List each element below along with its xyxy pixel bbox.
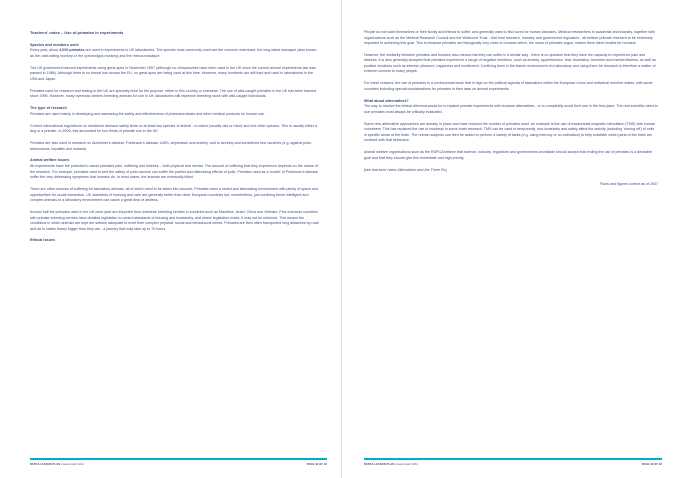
footer-plan-name: RSPCA LESSON PLAN: [30, 463, 61, 466]
species-text-a: Every year, about: [30, 48, 60, 53]
footer-source-label: [364, 463, 418, 466]
cross-reference-prefix: [see teachers' notes: [364, 167, 398, 172]
species-text-b: are used in experiments in UK laboratories. The species most commonly used are the common marmoset, the long-tailed macaque (also known as the crab-eating monkey or the cynomolgus monkey) and the rhesus macaque.: [30, 48, 317, 58]
heading-what-about-alternatives: What about alternatives?: [364, 98, 409, 103]
paragraph-political-agenda: For these reasons, the use of primates is a controversial issue that is high on the political agenda of lawmakers within the European Union and individual member states, with some countries including special considerations for primates in their laws on animal experiments.: [364, 81, 653, 91]
cross-reference-title: Alternatives and the Three Rs: [397, 167, 446, 172]
paragraph-research-3: Primates are also used in research on Alzheimer's disease, Parkinson's disease, AIDS, depression and anxiety, and to develop and sometimes test vaccines (e.g. against polio, tuberculosis, hepatitis and malaria).: [30, 141, 312, 151]
paragraph-species-1: [30, 48, 320, 59]
page-left-content: [30, 30, 320, 244]
heading-ethical-issues: Ethical issues: [30, 238, 56, 243]
heading-species-and-numbers: Species and numbers used: [30, 42, 79, 47]
paragraph-public-views: People do not want themselves or their family and friends to suffer, and generally want to find cures for human diseases. Medical researchers in academia and industry, together with organisations such as the Medical Research Council and the Wellcome Trust - that fund research, industry and government regulators - all believe primate research to be extremely important to achieving this goal. This is because primates are biologically very close to humans which, the users of primates argue, makes them ideal models for humans.: [364, 30, 655, 45]
footer-row: [30, 463, 327, 466]
footer-created-date: created April 2014: [394, 463, 419, 466]
paragraph-welfare-2: There are other sources of suffering for laboratory animals, all of which need to be taken into account. Primates need a varied and stimulating environment with plenty of space and opportunities for social interaction. UK standards of housing and care are generally better than other European countries but, nevertheless, just confining these intelligent and complex animals to a laboratory environment can cause a great deal of distress.: [30, 187, 319, 203]
species-number: 3,000 primates: [59, 48, 85, 53]
footer-row: [364, 463, 662, 466]
footer-rule: [30, 458, 327, 460]
footer-page-number: PAGE 32 OF 33: [306, 463, 327, 466]
page-right: [341, 0, 682, 478]
heading-animal-welfare-issues: Animal welfare issues: [30, 158, 70, 163]
footer-created-date: created April 2014: [60, 463, 85, 466]
page-left: [0, 0, 341, 478]
paragraph-similarity-suffering: However, the similarity between primates and humans also means that they can suffer in a similar way - there is no question that they have the capacity to experience pain and distress. It is also generally accepted that primates experience a range of negative emotions, such as anxiety, apprehension, fear, frustration, boredom and mental distress, as well as positive emotions such as interest, pleasure, happiness and excitement. Confining them in the barren environment of a laboratory and using them for research is therefore a matter of extreme concern to many people.: [364, 52, 656, 74]
paragraph-research-1: Primates are used mainly in developing and assessing the safety and effectiveness of pharmaceuticals and other medical products for human use.: [30, 111, 266, 116]
cross-reference-note: [364, 168, 658, 174]
paragraph-welfare-3: Around half the primates used in the UK each year are imported from overseas breeding centres in countries such as Mauritius, Israel, China and Vietnam. Few overseas countries with primate breeding centres have detailed legislation to control standards of housing and husbandry, and where legislation exists, it may not be enforced. This means the conditions in which animals are kept are seldom adequate to meet their complex physical, social and behavioural needs. Primates are then often transported long distances by road and air in crates barely bigger than they are - a journey that may take up to 70 hours.: [30, 210, 319, 231]
paragraph-species-2: The UK government banned experiments using great apes in November 1997 (although no chimpanzees have been used in the UK since the current animal experiments law was passed in 1986). Although there is no formal ban across the EU, no great apes are being used at this time. However, many hundreds are still kept and used in laboratories in the USA and Japan.: [30, 65, 316, 81]
page-right-content: [364, 30, 658, 188]
paragraph-species-3: Primates used for research and testing in the UK are specially bred for the purpose, either in this country or overseas. The use of wild-caught primates in the UK has been banned since 1995. However, many overseas centres breeding animals for use in UK laboratories still replenish breeding stock with wild-caught individuals.: [30, 88, 317, 99]
footer-source-label: [30, 463, 84, 466]
cross-reference-suffix: ]: [445, 167, 447, 172]
heading-type-of-research: The type of research: [30, 105, 67, 110]
paragraph-welfare-1: All experiments have the potential to cause primates pain, suffering and distress – both physical and mental. The amount of suffering that they experience depends on the nature of the research. For example, primates used to test the safety of polio vaccine can suffer the painful and distressing effects of polio. Primates used as a 'model' of Parkinson's disease suffer the very distressing symptoms that humans do. In most cases, the animals are eventually killed.: [30, 164, 319, 180]
paragraph-ethical-dilemma: The way to resolve the ethical dilemma would be to replace primate experiments with humane alternatives - or to completely avoid their use in the first place. The real scientific need to use primates must always be critically evaluated.: [364, 104, 658, 114]
paragraph-research-2: Current international regulations on medicines demand safety tests on at least two species of animal - a rodent (usually rats or mice) and one other species. This is usually either a dog or a primate. In 2006, this accounted for two thirds of primate use in the UK.: [30, 123, 318, 134]
footer-right-page: [364, 458, 662, 466]
footer-plan-name: RSPCA LESSON PLAN: [364, 463, 395, 466]
footer-left-page: [30, 458, 327, 466]
paragraph-rspca-position: Animal welfare organisations such as the RSPCA believe that science, industry, regulators and governments worldwide should accept that ending the use of primates is a desirable goal and that they should give this immediate and high priority.: [364, 150, 652, 160]
paragraph-tms-alternatives: Some new alternative approaches are already in place and have reduced the number of primates used. An example is the use of transcranial magnetic stimulation (TMS) with human volunteers. This has replaced the use of monkeys in some brain research. TMS can be used to temporarily, non-invasively and safely affect the activity (including 'turning off') of cells in specific areas of the brain. The human subjects can then be asked to perform a variety of tasks (e.g. using memory or co-ordination) to help establish which parts of the brain are involved with that behaviour.: [364, 121, 656, 143]
page-title: Teachers' notes – Use of primates in experiments: [30, 30, 124, 35]
footer-rule: [364, 458, 662, 460]
footer-page-number: PAGE 33 OF 33: [641, 463, 662, 466]
facts-currency-note: Facts and figures correct as of 2007: [600, 182, 658, 187]
